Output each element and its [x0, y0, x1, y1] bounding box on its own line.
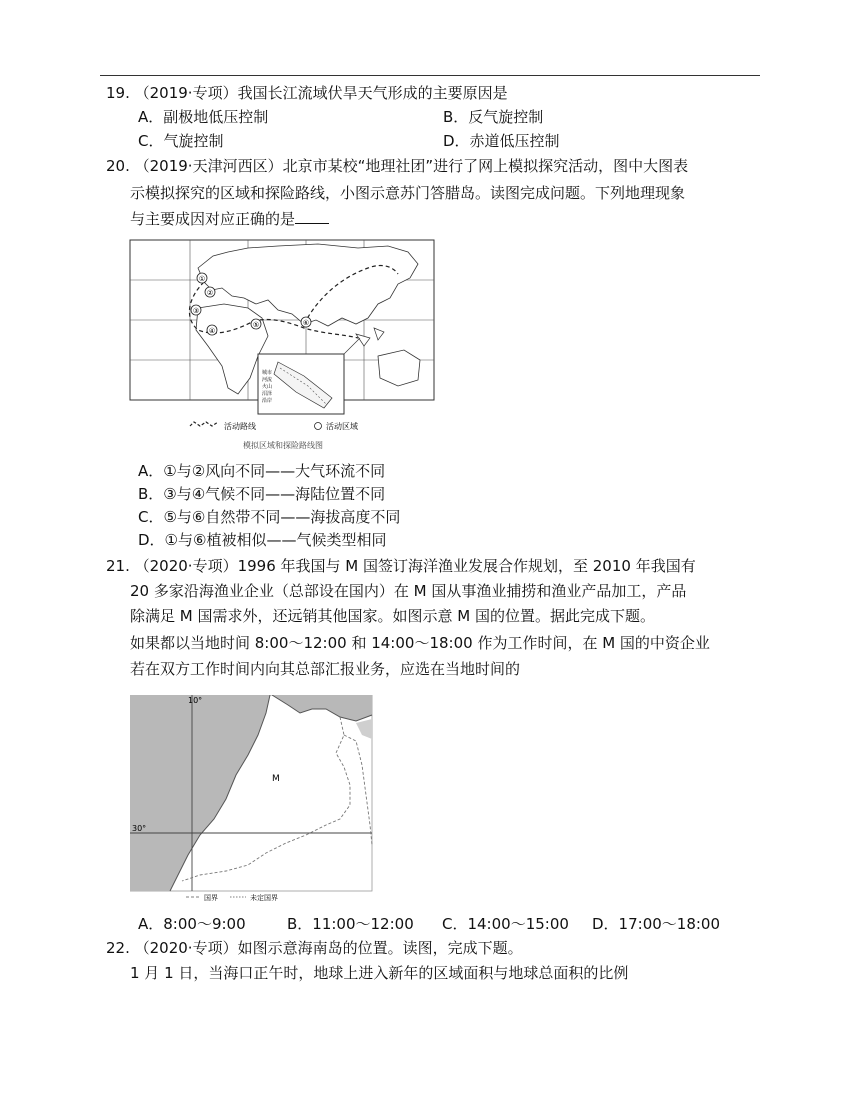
marker-5: ⑤ [252, 321, 260, 329]
q21-option-d: D．17:00～18:00 [592, 915, 721, 933]
marker-2: ② [206, 289, 214, 297]
q20-option-b: B．③与④气候不同——海陆位置不同 [138, 485, 386, 503]
q20-option-a: A．①与②风向不同——大气环流不同 [138, 462, 386, 480]
q21-option-c: C．14:00～15:00 [442, 915, 569, 933]
q20-stem-line2: 示模拟探究的区域和探险路线，小图示意苏门答腊岛。读图完成问题。下列地理现象 [130, 184, 686, 202]
q21-stem-line2: 20 多家沿海渔业企业（总部设在国内）在 M 国从事渔业捕捞和渔业产品加工，产品 [130, 582, 687, 600]
inset-legend-item: 火山 [262, 384, 273, 390]
longitude-label: 10° [188, 696, 203, 705]
marker-6: ⑥ [302, 319, 310, 327]
q21-stem-line4: 如果都以当地时间 8:00～12:00 和 14:00～18:00 作为工作时间，在 M 国的中资企业 [130, 634, 710, 652]
world-map-figure [128, 238, 438, 458]
q21-stem-line1: 21. （2020·专项）1996 年我国与 M 国签订海洋渔业发展合作规划，至 2010 年我国有 [106, 557, 696, 575]
q20-stem-line3 [130, 208, 329, 230]
legend-undefined-border: 未定国界 [250, 894, 278, 902]
answer-blank [295, 208, 329, 224]
country-label: M [272, 774, 280, 784]
q20-option-c: C．⑤与⑥自然带不同——海拔高度不同 [138, 508, 401, 526]
inset-legend-item: 沿岸 [262, 398, 273, 404]
inset-legend [262, 369, 272, 404]
q21-option-a: A．8:00～9:00 [138, 915, 246, 933]
marker-3: ③ [192, 307, 200, 315]
q21-stem-line5: 若在双方工作时间内向其总部汇报业务，应选在当地时间的 [130, 660, 521, 678]
q21-option-b: B．11:00～12:00 [287, 915, 414, 933]
q20-stem-line1: 20. （2019·天津河西区）北京市某校“地理社团”进行了网上模拟探究活动，图中大图表 [106, 157, 689, 175]
header-rule [100, 75, 760, 76]
q19-option-a: A．副极地低压控制 [138, 108, 269, 126]
legend-border: 国界 [204, 894, 218, 902]
inset-legend-item: 河流 [262, 377, 273, 383]
m-country-map [130, 695, 380, 905]
legend-area: 活动区域 [326, 422, 358, 431]
q21-stem-line3: 除满足 M 国需求外，还远销其他国家。如图示意 M 国的位置。据此完成下题。 [130, 607, 655, 625]
legend-route: 活动路线 [224, 422, 256, 431]
map-caption: 模拟区域和探险路线图 [243, 441, 323, 450]
marker-1: ① [198, 275, 206, 283]
latitude-label: 30° [132, 824, 147, 833]
q20-option-d: D．①与⑥植被相似——气候类型相同 [138, 531, 387, 549]
inset-legend-item: 城市 [262, 370, 273, 376]
q19-option-b: B．反气旋控制 [443, 108, 544, 126]
q19-option-c: C．气旋控制 [138, 132, 224, 150]
q19-stem: 19. （2019·专项）我国长江流域伏旱天气形成的主要原因是 [106, 84, 508, 102]
q22-stem-line1: 22. （2020·专项）如图示意海南岛的位置。读图，完成下题。 [106, 939, 523, 957]
inset-legend-item: 沼泽 [262, 391, 273, 397]
q19-option-d: D．赤道低压控制 [443, 132, 560, 150]
q20-stem-text: 与主要成因对应正确的是 [130, 210, 296, 228]
q22-stem-line2: 1 月 1 日，当海口正午时，地球上进入新年的区域面积与地球总面积的比例 [130, 964, 629, 982]
marker-4: ④ [208, 327, 216, 335]
